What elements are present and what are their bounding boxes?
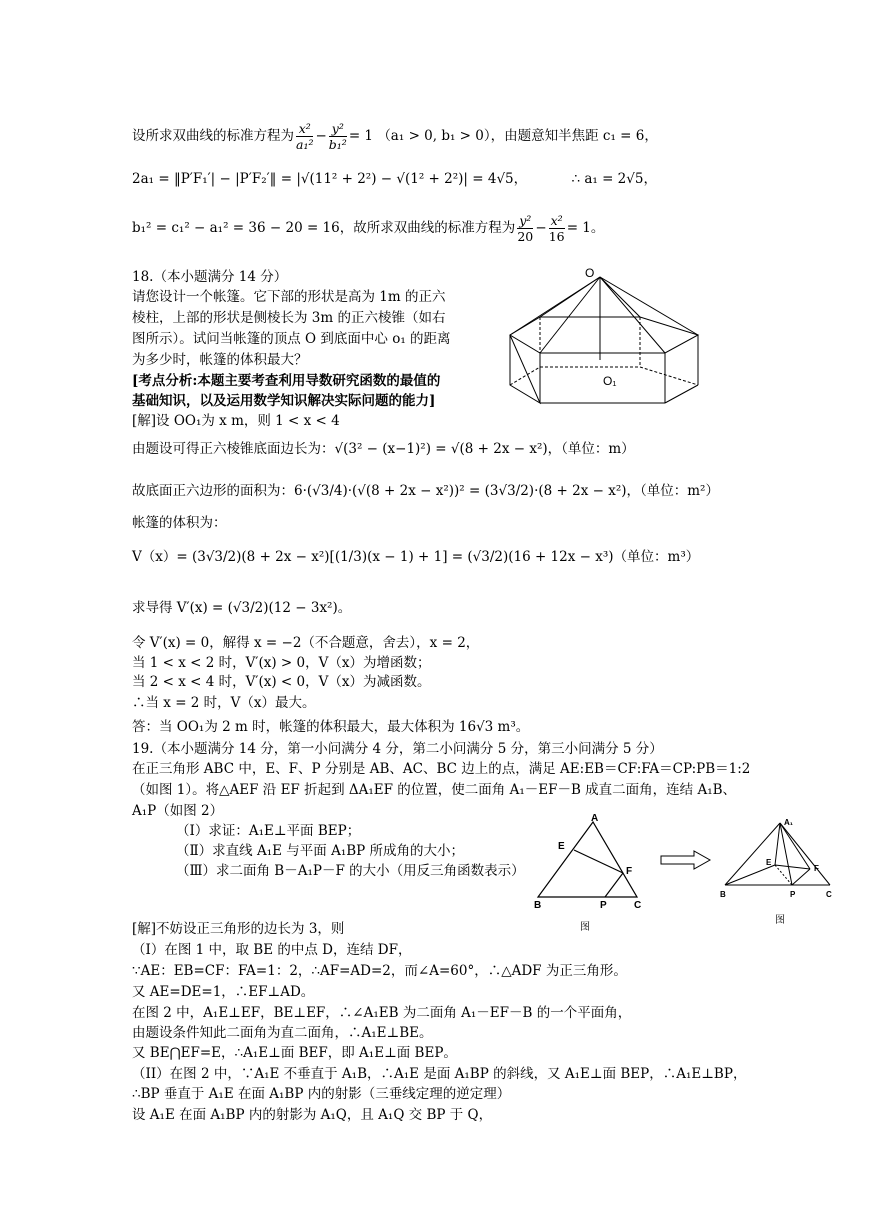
q18-solution-line: 当 1 < x < 2 时，V′(x) > 0，V（x）为增函数； [132,655,431,671]
figure-1-caption: 图 [580,922,590,932]
q18-analysis-line: [考点分析:本题主要考查利用导数研究函数的最值的 [132,373,441,389]
q18-solution-line: 由题设可得正六棱锥底面边长为：√(3² − (x−1)²) = √(8 + 2x − x²)，（单位：m） [132,441,635,457]
q18-analysis-line: 基础知识，以及运用数学知识解决实际问题的能力] [132,393,436,409]
q18-solution-line: V（x）= (3√3/2)(8 + 2x − x²)[(1/3)(x − 1) + 1] = (√3/2)(16 + 12x − x³)（单位：m³） [132,549,700,565]
label-f: F [814,864,819,873]
text: = 1。 [566,220,605,236]
text: （a₁ > 0, b₁ > 0），由题意知半焦距 c₁ = 6， [377,128,658,144]
q19-subquestion: （Ⅲ）求二面角 B－A₁P－F 的大小（用反三角函数表示） [176,863,525,879]
q18-solution-line: 令 V′(x) = 0，解得 x = −2（不合题意，舍去），x = 2， [132,635,480,651]
q19-solution-line: 又 AE=DE=1，∴EF⊥AD。 [132,984,315,1000]
label-f: F [626,866,633,877]
text: 设所求双曲线的标准方程为 [132,128,294,144]
q18-problem-line: 棱柱，上部的形状是侧棱长为 3m 的正六棱锥（如右 [132,310,446,326]
q18-solution-line: 求导得 V′(x) = (√3/2)(12 − 3x²)。 [132,600,352,616]
q18-solution-line: 当 2 < x < 4 时，V′(x) < 0，V（x）为减函数。 [132,674,431,690]
q19-solution-line: （I）在图 1 中，取 BE 的中点 D，连结 DF， [132,942,412,958]
label-c: C [634,900,642,911]
label-e: E [558,841,565,852]
q19-problem-line: 在正三角形 ABC 中，E、F、P 分别是 AB、AC、BC 边上的点，满足 AE:EB＝CF:FA＝CP:PB＝1:2 [132,761,751,777]
q19-solution-line: ∵AE：EB=CF：FA=1：2，∴AF=AD=2，而∠A=60°，∴△ADF 为正三角形。 [132,963,627,979]
q19-subquestion: （Ⅰ）求证：A₁E⊥平面 BEP； [176,823,361,839]
q18-header: 18.（本小题满分 14 分） [132,269,288,285]
label-a: A [591,813,599,824]
q19-solution-line: 又 BE⋂EF=E，∴A₁E⊥面 BEF，即 A₁E⊥面 BEP。 [132,1045,457,1061]
q18-solution-line: 帐篷的体积为： [132,515,227,531]
q19-solution-line: 由题设条件知此二面角为直二面角，∴A₁E⊥BE。 [132,1025,433,1041]
label-p: P [600,900,607,911]
figure-1-triangle [530,812,645,932]
hyperbola-line-1: 设所求双曲线的标准方程为 $\frac{\text{x²}}{\text{a₁²}}$ − $\frac{\text{y²}}{\text{b₁²}}$ = 1 （a₁ > 0, b₁ > 0），由题意知半焦距 c₁ = 6， [132,121,658,152]
q19-solution-line: （II）在图 2 中，∵A₁E 不垂直于 A₁B，∴A₁E 是面 A₁BP 的斜线，又 A₁E⊥面 BEP，∴A₁E⊥BP， [132,1066,747,1082]
hyperbola-line-3: b₁² = c₁² − a₁² = 36 − 20 = 16，故所求双曲线的标准方程为 $\frac{\text{y²}}{20}$ − $\frac{\text{x²}}{16}$ = 1。 [132,213,605,244]
q18-solution-line: ∴当 x = 2 时，V（x）最大。 [132,695,316,711]
q19-solution-line: ∴BP 垂直于 A₁E 在面 A₁BP 内的射影（三垂线定理的逆定理） [132,1086,511,1102]
q19-solution-line: 设 A₁E 在面 A₁BP 内的射影为 A₁Q，且 A₁Q 交 BP 于 Q， [132,1107,493,1123]
q18-problem-line: 图所示）。试问当帐篷的顶点 O 到底面中心 o₁ 的距离 [132,331,451,347]
text: b₁² = c₁² − a₁² = 36 − 20 = 16，故所求双曲线的标准方程为 [132,220,516,236]
label-b: B [720,890,726,899]
q19-problem-line: A₁P（如图 2） [132,803,224,819]
fraction-y2-20: $\frac{\text{y²}}{20}$ [517,213,534,244]
q19-solution-line: 在图 2 中，A₁E⊥EF，BE⊥EF，∴∠A₁EB 为二面角 A₁－EF－B 的一个平面角， [132,1005,632,1021]
figure-2-pyramid [720,815,840,930]
q18-answer-line: 答：当 OO₁为 2 m 时，帐篷的体积最大，最大体积为 16√3 m³。 [132,719,530,735]
label-o: O [585,266,595,280]
label-p: P [790,890,796,899]
fraction-y2-b12: $\frac{\text{y²}}{\text{b₁²}}$ [328,121,347,152]
q18-solution-line: [解]设 OO₁为 x m，则 1 < x < 4 [132,413,340,429]
text: ∴ a₁ = 2√5， [571,171,657,187]
right-arrow-icon [660,850,712,870]
q18-problem-line: 为多少时，帐篷的体积最大？ [132,352,308,368]
q18-problem-line: 请您设计一个帐篷。它下部的形状是高为 1m 的正六 [132,289,446,305]
hyperbola-line-2 [132,170,657,188]
figure-2-caption: 图 [775,915,785,926]
fraction-x2-a12: $\frac{\text{x²}}{\text{a₁²}}$ [296,121,314,152]
q19-solution-line: [解]不妨设正三角形的边长为 3，则 [132,921,345,937]
q19-header: 19.（本小题满分 14 分，第一小问满分 4 分，第二小问满分 5 分，第三小问满分 5 分） [132,741,663,757]
label-a1: A₁ [784,818,794,827]
label-e: E [766,858,772,867]
q18-solution-line: 故底面正六边形的面积为：6·(√3/4)·(√(8 + 2x − x²))² = (3√3/2)·(8 + 2x − x²)，（单位：m²） [132,483,719,499]
text: 2a₁ = ‖P′F₁′| − |P′F₂′‖ = |√(11² + 2²) − √(1² + 2²)| = 4√5， [132,171,528,187]
fraction-x2-16: $\frac{\text{x²}}{16}$ [548,213,565,244]
q19-problem-line: （如图 1）。将△AEF 沿 EF 折起到 ΔA₁EF 的位置，使二面角 A₁－EF－B 成直二面角，连结 A₁B、 [132,782,737,798]
label-o1: O₁ [603,374,617,388]
tent-figure [500,265,710,410]
label-b: B [534,900,542,911]
label-c: C [826,890,832,899]
q19-subquestion: （Ⅱ）求直线 A₁E 与平面 A₁BP 所成角的大小； [176,843,465,859]
